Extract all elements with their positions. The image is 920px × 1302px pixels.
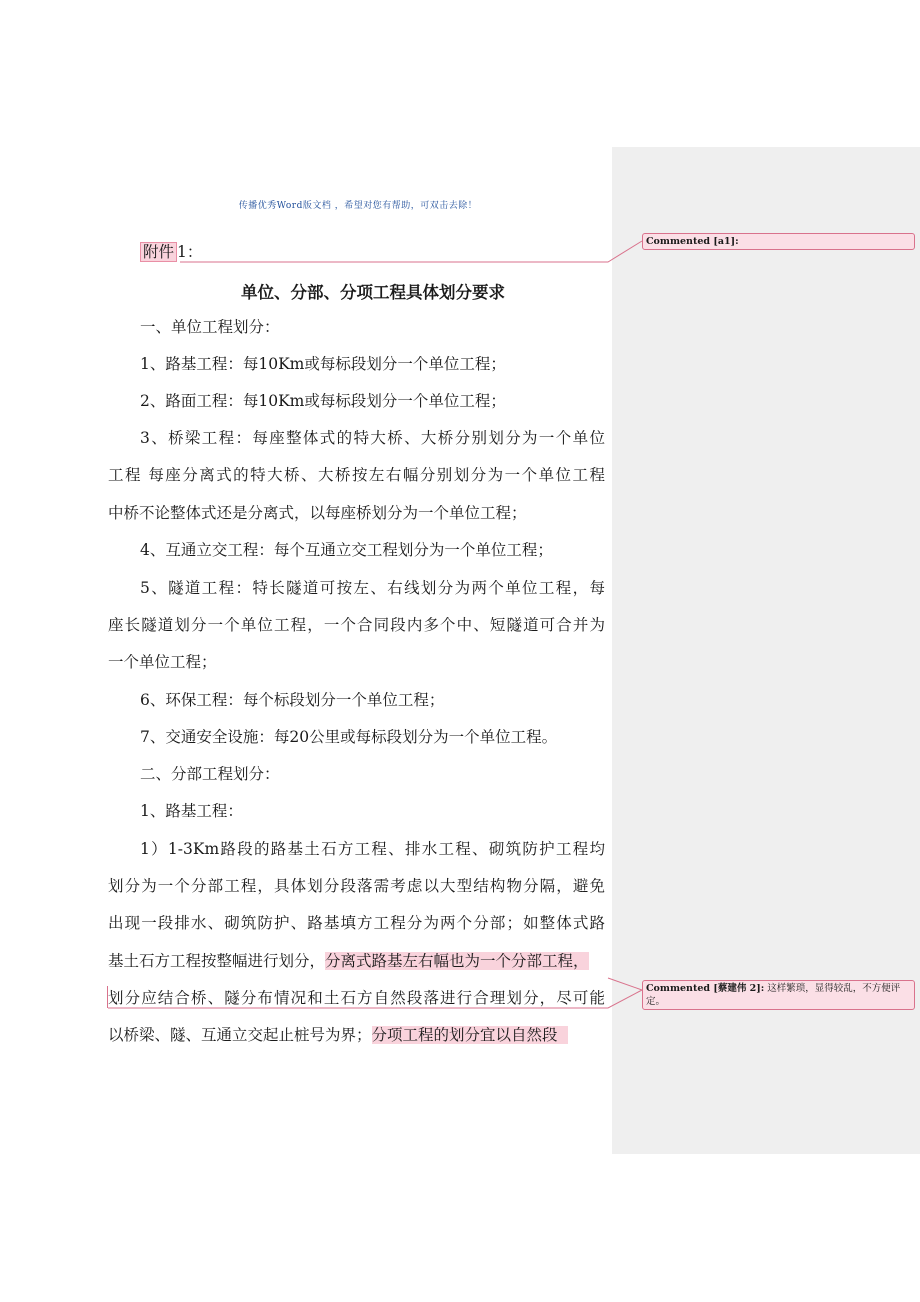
paragraph-line (108, 950, 605, 972)
commented-text-2[interactable]: 分离式路基左右幅也为一个分部工程， (325, 952, 589, 970)
paragraph-line: 划分应结合桥、隧分布情况和土石方自然段落进行合理划分，尽可能 (108, 989, 605, 1007)
comment-balloon-2[interactable] (642, 980, 915, 1010)
paragraph-line: 7、交通安全设施：每20公里或每标段划分为一个单位工程。 (140, 728, 558, 746)
paragraph-line: 1）1-3Km路段的路基土石方工程、排水工程、砌筑防护工程均 (140, 840, 605, 858)
document-title: 单位、分部、分项工程具体划分要求 (241, 283, 505, 302)
paragraph-line: 5、隧道工程：特长隧道可按左、右线划分为两个单位工程，每 (140, 579, 605, 597)
line-text: 基土石方工程按整幅进行划分， (108, 952, 326, 970)
paragraph-line (108, 1024, 605, 1046)
paragraph-line: 6、环保工程：每个标段划分一个单位工程； (140, 691, 445, 709)
paragraph-line: 1、路基工程：每10Km或每标段划分一个单位工程； (140, 355, 506, 373)
paragraph-line: 出现一段排水、砌筑防护、路基填方工程分为两个分部；如整体式路 (108, 914, 605, 932)
comment-balloon-1[interactable] (642, 233, 915, 250)
comment-text: 这样繁琐，显得较乱，不方便评定。 (646, 983, 901, 1007)
paragraph-line: 2、路面工程：每10Km或每标段划分一个单位工程； (140, 392, 506, 410)
paragraph-line: 工程 每座分离式的特大桥、大桥按左右幅分别划分为一个单位工程 (108, 466, 605, 484)
paragraph-line: 1、路基工程： (140, 802, 243, 820)
paragraph-line: 中桥不论整体式还是分离式，以每座桥划分为一个单位工程； (108, 504, 527, 522)
paragraph-line: 3、桥梁工程：每座整体式的特大桥、大桥分别划分为一个单位 (140, 429, 605, 447)
attachment-line (140, 241, 605, 263)
paragraph-line: 一、单位工程划分： (140, 318, 280, 336)
header-note: 传播优秀Word版文档 ，希望对您有帮助，可双击去除！ (238, 201, 478, 211)
paragraph-line: 一个单位工程； (108, 653, 217, 671)
attachment-prefix[interactable]: 附件 (140, 242, 177, 262)
comment-label: Commented [a1]: (646, 236, 739, 247)
comment-label: Commented [蔡建伟 2]: (646, 983, 765, 994)
highlighted-text[interactable]: 分项工程的划分宜以自然段 (372, 1026, 568, 1044)
comment-connector-2 (608, 978, 642, 990)
paragraph-line: 座长隧道划分一个单位工程，一个合同段内多个中、短隧道可合并为 (108, 616, 605, 634)
paragraph-line: 划分为一个分部工程，具体划分段落需考虑以大型结构物分隔，避免 (108, 877, 605, 895)
line-text: 以桥梁、隧、互通立交起止桩号为界； (108, 1026, 372, 1044)
attachment-suffix: 1： (177, 243, 203, 261)
paragraph-line: 4、互通立交工程：每个互通立交工程划分为一个单位工程； (140, 541, 553, 559)
paragraph-line: 二、分部工程划分： (140, 765, 280, 783)
